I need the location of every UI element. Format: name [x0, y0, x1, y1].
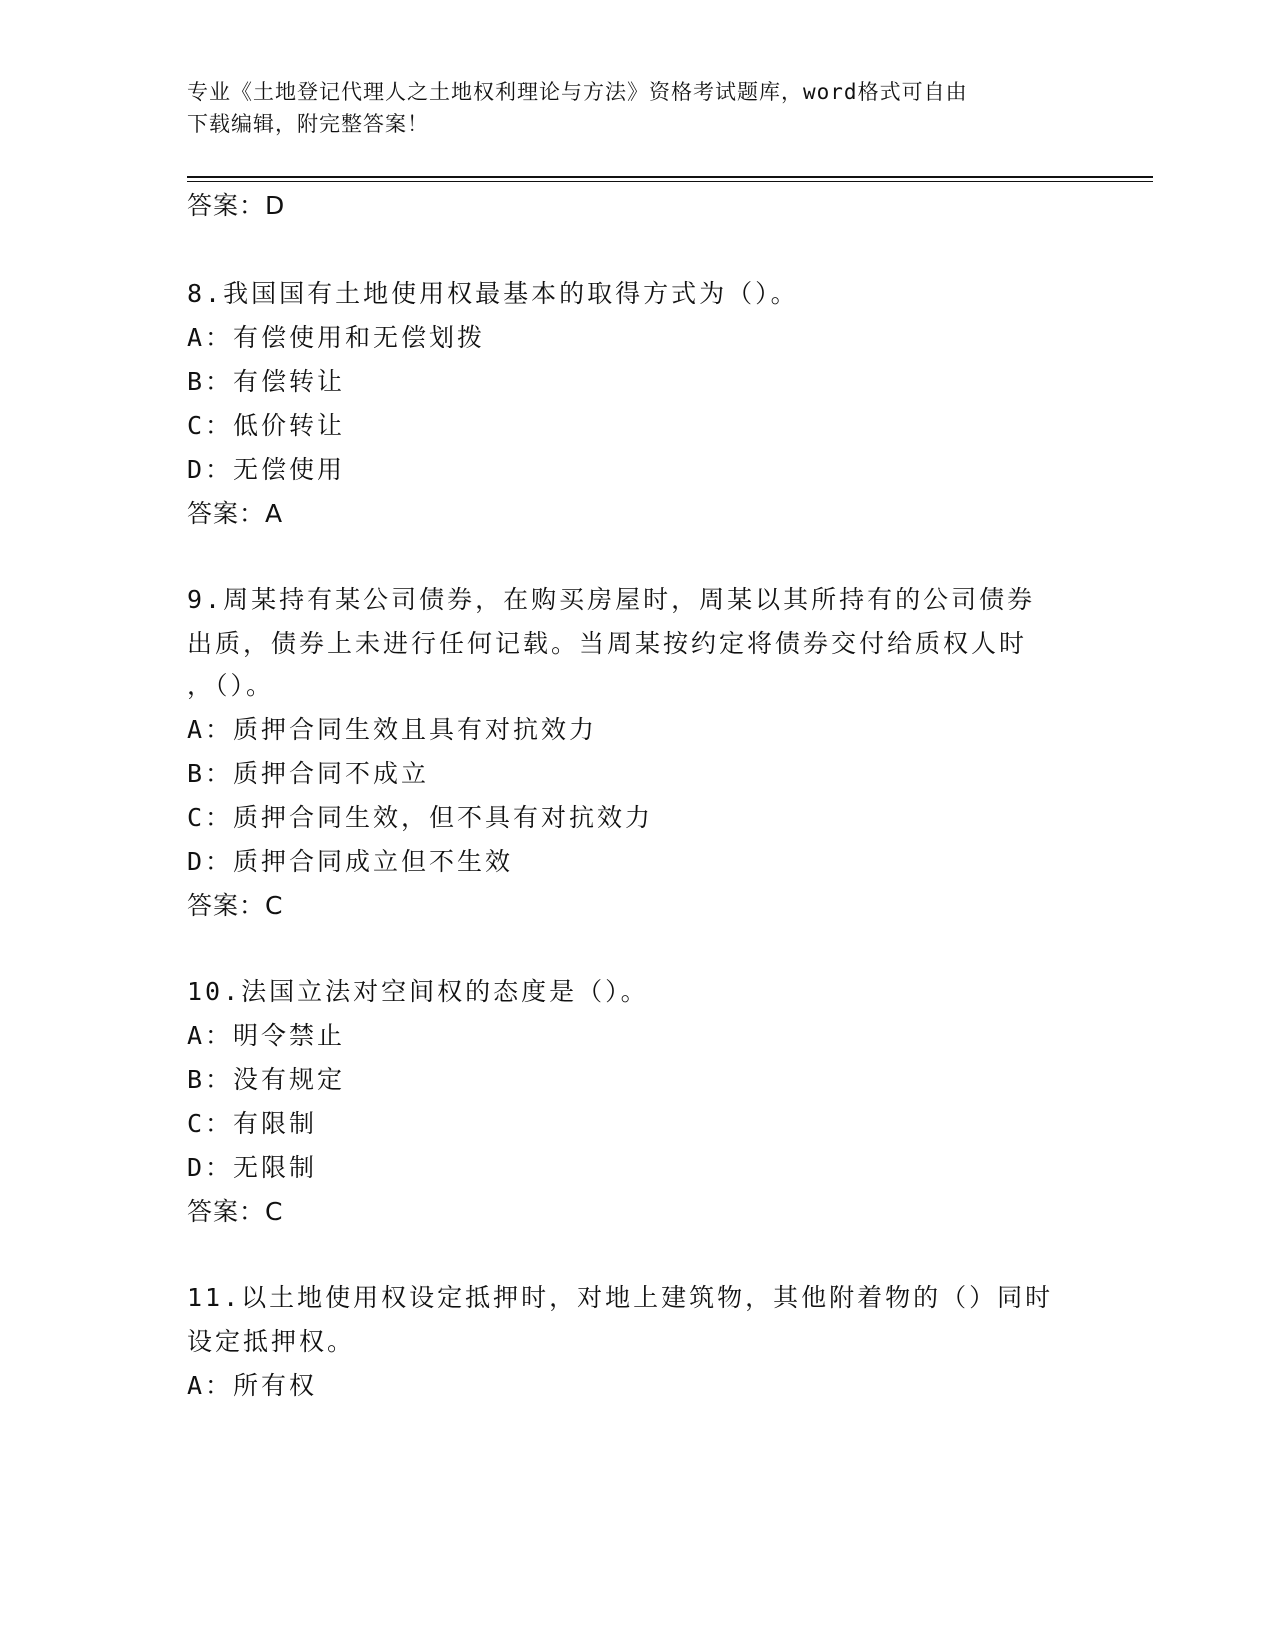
- question-11-stem-line-1: 11.以土地使用权设定抵押时，对地上建筑物，其他附着物的（）同时: [187, 1283, 1054, 1312]
- header-divider-thin: [187, 181, 1153, 182]
- answer-q8: 答案：A: [187, 499, 284, 528]
- answer-q7: 答案：D: [187, 191, 286, 220]
- question-11-stem-line-2: 设定抵押权。: [187, 1327, 356, 1356]
- question-10-option-c: C：有限制: [187, 1109, 318, 1138]
- question-8-option-d: D：无偿使用: [187, 455, 346, 484]
- question-10-option-a: A：明令禁止: [187, 1021, 346, 1050]
- document-header: [187, 76, 1067, 140]
- question-11-option-a: A：所有权: [187, 1371, 318, 1400]
- question-8-stem: 8.我国国有土地使用权最基本的取得方式为（）。: [187, 279, 799, 308]
- header-line-2: 下载编辑，附完整答案！: [187, 112, 429, 136]
- question-9-stem-line-3: ，（）。: [187, 671, 275, 700]
- question-8-option-c: C：低价转让: [187, 411, 346, 440]
- question-9-option-a: A：质押合同生效且具有对抗效力: [187, 715, 598, 744]
- question-9-option-c: C：质押合同生效，但不具有对抗效力: [187, 803, 654, 832]
- question-8-option-a: A：有偿使用和无偿划拨: [187, 323, 486, 352]
- question-10-option-d: D：无限制: [187, 1153, 318, 1182]
- question-8-option-b: B：有偿转让: [187, 367, 346, 396]
- answer-q9: 答案：C: [187, 891, 284, 920]
- question-10-stem: 10.法国立法对空间权的态度是（）。: [187, 977, 649, 1006]
- question-9-option-b: B：质押合同不成立: [187, 759, 430, 788]
- header-line-1: 专业《土地登记代理人之土地权利理论与方法》资格考试题库，word格式可自由: [187, 80, 968, 104]
- question-10-option-b: B：没有规定: [187, 1065, 346, 1094]
- question-9-stem-line-1: 9.周某持有某公司债券，在购买房屋时，周某以其所持有的公司债券: [187, 585, 1036, 614]
- question-9-stem-line-2: 出质，债券上未进行任何记载。当周某按约定将债券交付给质权人时: [187, 629, 1028, 658]
- header-divider-thick: [187, 176, 1153, 178]
- answer-q10: 答案：C: [187, 1197, 284, 1226]
- question-9-option-d: D：质押合同成立但不生效: [187, 847, 514, 876]
